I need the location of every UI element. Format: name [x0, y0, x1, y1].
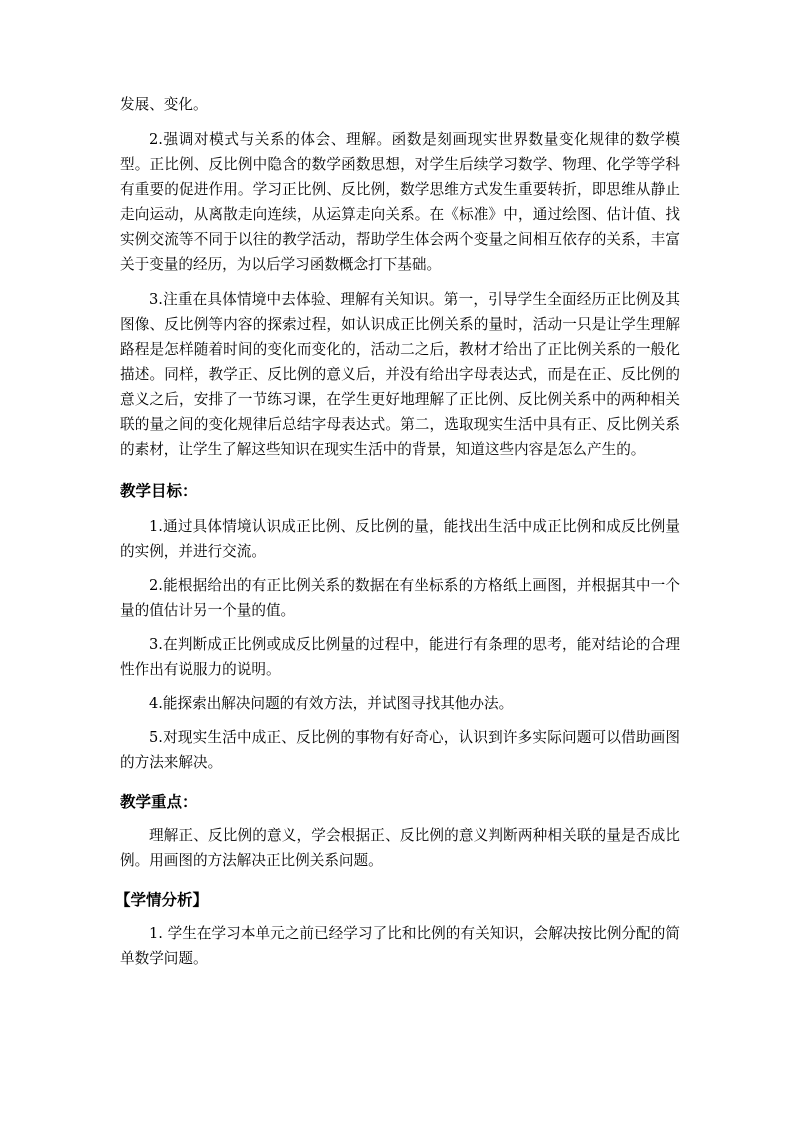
intro-paragraph-2: 2.强调对模式与关系的体会、理解。函数是刻画现实世界数量变化规律的数学模型。正比例、反比例中隐含的数学函数思想，对学生后续学习数学、物理、化学等学科有重要的促进作用。学习正比例、反比例，数学思维方式发生重要转折，即思维从静止走向运动，从离散走向连续，从运算走向关系。在《标准》中，通过绘图、估计值、找实例交流等不同于以往的教学活动，帮助学生体会两个变量之间相互依存的关系，丰富关于变量的经历，为以后学习函数概念打下基础。 — [120, 131, 680, 273]
keypoints-heading: 教学重点： — [120, 793, 198, 811]
intro-paragraph-3: 3.注重在具体情境中去体验、理解有关知识。第一，引导学生全面经历正比例及其图像、反比例等内容的探索过程，如认识成正比例关系的量时，活动一只是让学生理解路程是怎样随着时间的变化而变化的，活动二之后，教材才给出了正比例关系的一般化描述。同样，教学正、反比例的意义后，并没有给出字母表达式，而是在正、反比例的意义之后，安排了一节练习课，在学生更好地理解了正比例、反比例关系中的两种相关联的量之间的变化规律后总结字母表达式。第二，选取现实生活中具有正、反比例关系的素材，让学生了解这些知识在现实生活中的背景，知道这些内容是怎么产生的。 — [120, 291, 680, 458]
analysis-heading: 【学情分析】 — [115, 891, 209, 909]
analysis-text: 1. 学生在学习本单元之前已经学习了比和比例的有关知识，会解决按比例分配的简单数学问题。 — [120, 925, 680, 967]
keypoints-text: 理解正、反比例的意义，学会根据正、反比例的意义判断两种相关联的量是否成比例。用画图的方法解决正比例关系问题。 — [120, 827, 680, 869]
goal-item-1: 1.通过具体情境认识成正比例、反比例的量，能找出生活中成正比例和成反比例量的实例，并进行交流。 — [120, 518, 680, 560]
intro-continuation: 发展、变化。 — [120, 96, 208, 113]
goals-heading: 教学目标： — [120, 482, 198, 500]
goal-item-5: 5.对现实生活中成正、反比例的事物有好奇心，认识到许多实际问题可以借助画图的方法来解决。 — [120, 729, 680, 771]
goal-item-2: 2.能根据给出的有正比例关系的数据在有坐标系的方格纸上画图，并根据其中一个量的值估计另一个量的值。 — [120, 577, 680, 619]
document-page — [115, 92, 680, 971]
goal-item-4: 4.能探索出解决问题的有效方法，并试图寻找其他办法。 — [149, 695, 514, 712]
goal-item-3: 3.在判断成正比例或成反比例量的过程中，能进行有条理的思考，能对结论的合理性作出有说服力的说明。 — [120, 636, 680, 678]
